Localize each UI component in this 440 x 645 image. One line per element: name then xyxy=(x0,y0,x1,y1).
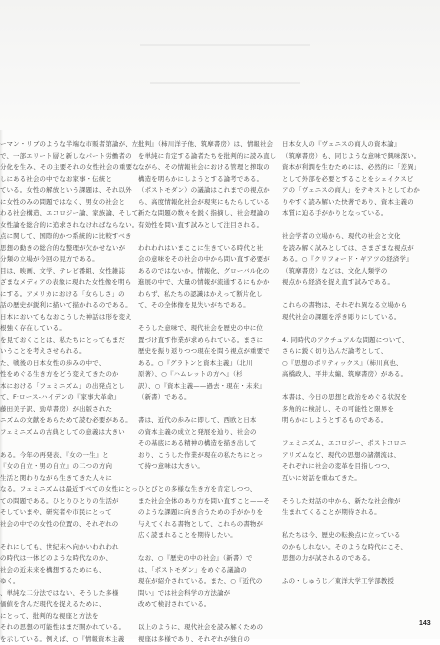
text-line: にとって、批判的な視座と方法を xyxy=(0,611,126,623)
text-line: 改めて検討されている。 xyxy=(138,599,264,611)
faded-header-area xyxy=(0,0,440,130)
text-line: 多角的に検討し、その可能性と限界を xyxy=(282,404,408,416)
text-line: 本書は、今日の思想と政治をめぐる状況を xyxy=(282,392,408,404)
text-line: て、その全体像を見失いがちである。 xyxy=(138,300,264,312)
text-line: 歴史を振り返りつつ現在を問う視点が重要で xyxy=(138,346,264,358)
text-line: 分類の立場が今回の見方である。 xyxy=(0,254,126,266)
text-line: 根強く存在している。 xyxy=(0,323,126,335)
text-line: 以上のように、現代社会を読み解くための xyxy=(138,622,264,634)
text-line: 性をめぐる生き方をどう変えてきたのか xyxy=(0,369,126,381)
text-line: （筑摩書房）などは、文化人類学の xyxy=(282,266,408,278)
text-line: 訳）、○『資本主義——過去・現在・未来』 xyxy=(138,381,264,393)
text-line: 置づけ直す作業が求められている。まさに xyxy=(138,335,264,347)
text-line: なる。フェミニズムは最近すべての女性にとっ xyxy=(0,484,126,496)
text-line: 思想の動きの総合的な整理が欠かせないが xyxy=(0,243,126,255)
text-line: ゆく。 xyxy=(0,576,126,588)
text-line: アの「ヴェニスの商人」をテキストとしてわか xyxy=(282,185,408,197)
paragraph-gap xyxy=(282,622,408,634)
paragraph-gap xyxy=(138,231,264,243)
text-line: 批判』（柿川洋子他、筑摩書房）は、情報社会 xyxy=(138,139,264,151)
text-line: わらず、私たちの認識はかえって断片化し xyxy=(138,289,264,301)
text-line: て、F·ロース-ハイデンの『家事大革命』 xyxy=(0,392,126,404)
text-line: なお、○『歴史の中の社会』（新書）で xyxy=(138,553,264,565)
text-line: を見ておくことは、私たちにとってもまだ xyxy=(0,335,126,347)
text-line: にする。アメリカにおける「女らしさ」の xyxy=(0,289,126,301)
text-line: しにある社会の中でなお家事・伝統と xyxy=(0,174,126,186)
paragraph-gap xyxy=(138,542,264,554)
text-line: 話の歴史が鋭利に描いて描かれるのである。 xyxy=(0,300,126,312)
text-line: 現代社会の課題を浮き彫りにしている。 xyxy=(282,312,408,324)
text-line: いうことを考えさせられる。 xyxy=(0,346,126,358)
text-line: さらに鋭く切り込んだ論考として、 xyxy=(282,346,408,358)
text-line: ての問題である。ひとりひとりの生活が xyxy=(0,496,126,508)
text-line: わる社会構造、エコロジー論、家族論、そして xyxy=(0,208,126,220)
text-line: （新書）である。 xyxy=(138,392,264,404)
text-line: は、「ポストモダン」をめぐる議論の xyxy=(138,565,264,577)
text-line: 社会の近未来を構想するためにも、 xyxy=(0,565,126,577)
text-line: を単純に肯定する論者たちを批判的に読み直し xyxy=(138,151,264,163)
text-line: りやすく読み解いた快著であり、資本主義の xyxy=(282,197,408,209)
left-column xyxy=(0,139,126,609)
text-line: それの思想の可能性はまだ開かれている。 xyxy=(0,622,126,634)
text-line: ら、高度情報化社会が現実にもたらしている xyxy=(138,197,264,209)
text-line: 広く読まれることを期待したい。 xyxy=(138,530,264,542)
text-line: に女性のみの問題ではなく、男女の社会と xyxy=(0,197,126,209)
text-line: 日本においてもなおこうした神話は形を変え xyxy=(0,312,126,324)
paragraph-gap xyxy=(138,312,264,324)
paragraph-gap xyxy=(282,611,408,623)
text-line: 思想の力が試されるのである。 xyxy=(282,553,408,565)
text-line: として外部を必要とすることをシェイクスピ xyxy=(282,174,408,186)
text-line: で、一部エリート層と新しなパート労働者の xyxy=(0,151,126,163)
text-line: また社会全体のあり方を問い直すこと——そ xyxy=(138,496,264,508)
text-line: そうした意味で、現代社会を歴史の中に位 xyxy=(138,323,264,335)
text-line: 藤田美子訳、勁草書房）が出版された xyxy=(0,404,126,416)
text-line: を読み解く試みとしては、さまざまな視点が xyxy=(282,243,408,255)
text-line: おり、こうした作業が現在の私たちにとっ xyxy=(138,450,264,462)
text-line: 高橋政人、平井太編、筑摩書房）がある。 xyxy=(282,369,408,381)
text-line: ○『思想のポリティックス』（柿川真也、 xyxy=(282,358,408,370)
text-line: て持つ意味は大きい。 xyxy=(138,461,264,473)
paragraph-gap xyxy=(282,323,408,335)
text-line: われわれはいまここに生きている時代と社 xyxy=(138,243,264,255)
text-line: それにしても、世紀末へ向かいわれわれ xyxy=(0,542,126,554)
text-line: 互いに対話を重ねてきた。 xyxy=(282,473,408,485)
text-line: ている。女性の解放という課題は、それ以外 xyxy=(0,185,126,197)
text-line: ーマン・リブのような半端な市販者第論が、左 xyxy=(0,139,126,151)
text-line: 現在が紹介されている。また、○『近代の xyxy=(138,576,264,588)
paragraph-gap xyxy=(0,530,126,542)
text-line: （ポストモダン）の議論はこれまでの視点か xyxy=(138,185,264,197)
text-line: の資本主義の成立と発展を辿り、社会の xyxy=(138,427,264,439)
text-line: その基底にある精神の構造を描き出して xyxy=(138,438,264,450)
paragraph-gap xyxy=(282,381,408,393)
text-line: ある。今年の再発表、『女の一生』と xyxy=(0,450,126,462)
article-columns xyxy=(0,139,440,609)
text-line: ある。○『クリフォード・ギアツの経済学』 xyxy=(282,254,408,266)
middle-column xyxy=(138,139,264,609)
text-line: 本質に迫る手がかりとなっている。 xyxy=(282,208,408,220)
text-line: ながら、その情報社会における管理と搾取の xyxy=(138,162,264,174)
text-line: のかもしれない。そのような時代にこそ、 xyxy=(282,542,408,554)
paragraph-gap xyxy=(282,220,408,232)
text-line: のような課題に向き合うための手がかりを xyxy=(138,507,264,519)
text-line: 資本が利潤を生むためには、必然的に「差異」 xyxy=(282,162,408,174)
text-line: 構造を明らかにしようとする論考である。 xyxy=(138,174,264,186)
text-line: アリズムなど、現代の思想の諸潮流は、 xyxy=(282,450,408,462)
text-line: 本における「フェミニズム」の出発点とし xyxy=(0,381,126,393)
text-line: 分化を生み、その主要それの女性社会の重要な xyxy=(0,162,126,174)
text-line: それぞれに社会の変革を目指しつつ、 xyxy=(282,461,408,473)
text-line: 目は、映画、文学、テレビ番組、女性雑誌 xyxy=(0,266,126,278)
text-line: 『女の自立・男の自立』の二つの方向 xyxy=(0,461,126,473)
text-line: を示している。例えば、○『情報資本主義 xyxy=(0,634,126,645)
text-line: 4. 同時代のアクチュアルな問題について、 xyxy=(282,335,408,347)
paragraph-gap xyxy=(282,289,408,301)
paragraph-gap xyxy=(282,484,408,496)
text-line: フェミニズム、エコロジー、ポストコロニ xyxy=(282,438,408,450)
paragraph-gap xyxy=(282,565,408,577)
text-line: 価値を含んだ現代を捉えるために、 xyxy=(0,599,126,611)
text-line: 女性論を総合的に追求されなければならない。 xyxy=(0,220,126,232)
text-line: 会の意味をその社会の中から問い直す必要が xyxy=(138,254,264,266)
text-line: ある。○『グラトンと資本主義』（北川 xyxy=(138,358,264,370)
text-line: 社会学者の立場から、現代の社会と文化 xyxy=(282,231,408,243)
text-line: ふの・しゅうじ／東洋大学工学部教授 xyxy=(282,576,408,588)
text-line: 視点から経済を捉え直す試みである。 xyxy=(282,277,408,289)
page-number: 143 xyxy=(419,620,431,627)
paragraph-gap xyxy=(138,473,264,485)
text-line: 、単純な二分法ではない、そうした多様 xyxy=(0,588,126,600)
text-line: 社会の中での女性の位置の、それぞれの xyxy=(0,519,126,531)
text-line: た、戦後の日本女性の歩みの中で、 xyxy=(0,358,126,370)
text-line: そうした対話の中から、新たな社会像が xyxy=(282,496,408,508)
text-line: フェミニズムの古典としての意義は大きい xyxy=(0,427,126,439)
text-line: 生まれてくることが期待される。 xyxy=(282,507,408,519)
text-line: 書は、近代の歩みに即して、西欧と日本 xyxy=(138,415,264,427)
text-line: 問い』では社会科学の方法論が xyxy=(138,588,264,600)
text-line: これらの書物は、それぞれ異なる立場から xyxy=(282,300,408,312)
text-line: 原著）、○『ハムレットの方へ』（杉 xyxy=(138,369,264,381)
text-line: あるのではないか。情報化、グローバル化の xyxy=(138,266,264,278)
paragraph-gap xyxy=(282,519,408,531)
right-column xyxy=(282,139,408,609)
faded-rule xyxy=(140,44,310,46)
text-line: 明らかにしようとするものである。 xyxy=(282,415,408,427)
text-line: 有効性を問い直す試みとして注目される。 xyxy=(138,220,264,232)
paragraph-gap xyxy=(138,404,264,416)
paragraph-gap xyxy=(0,438,126,450)
text-line: ニズムの文献をあらためて読む必要がある。 xyxy=(0,415,126,427)
text-line: 私たちは今、歴史の転換点に立っている xyxy=(282,530,408,542)
text-line: ひとびとの多様な生き方を肯定しつつ、 xyxy=(138,484,264,496)
text-line: そしていまや、研究者や市民にとって xyxy=(0,507,126,519)
text-line: 与えてくれる書物として、これらの書物が xyxy=(138,519,264,531)
paragraph-gap xyxy=(282,599,408,611)
paragraph-gap xyxy=(282,634,408,645)
paragraph-gap xyxy=(282,588,408,600)
text-line: 新たな問題の数々を鋭く指摘し、社会理論の xyxy=(138,208,264,220)
text-line: ざまなメディアの表象に現れた女性像を明ら xyxy=(0,277,126,289)
text-line: 進展の中で、大量の情報が流通するにもかか xyxy=(138,277,264,289)
faded-rule xyxy=(150,82,300,84)
text-line: 日本女人の『ヴェニスの商人の資本論』 xyxy=(282,139,408,151)
text-line: 生活と関わりながら生きてきた人々に xyxy=(0,473,126,485)
text-line: 視座は多様であり、それぞれが独自の xyxy=(138,634,264,645)
text-line: 点に関して、国際的かつ系統的に比較すべき xyxy=(0,231,126,243)
text-line: の時代は一体どのような時代なのか、 xyxy=(0,553,126,565)
paragraph-gap xyxy=(282,427,408,439)
paragraph-gap xyxy=(138,611,264,623)
text-line: （筑摩書房）も、同じような意味で興味深い。 xyxy=(282,151,408,163)
